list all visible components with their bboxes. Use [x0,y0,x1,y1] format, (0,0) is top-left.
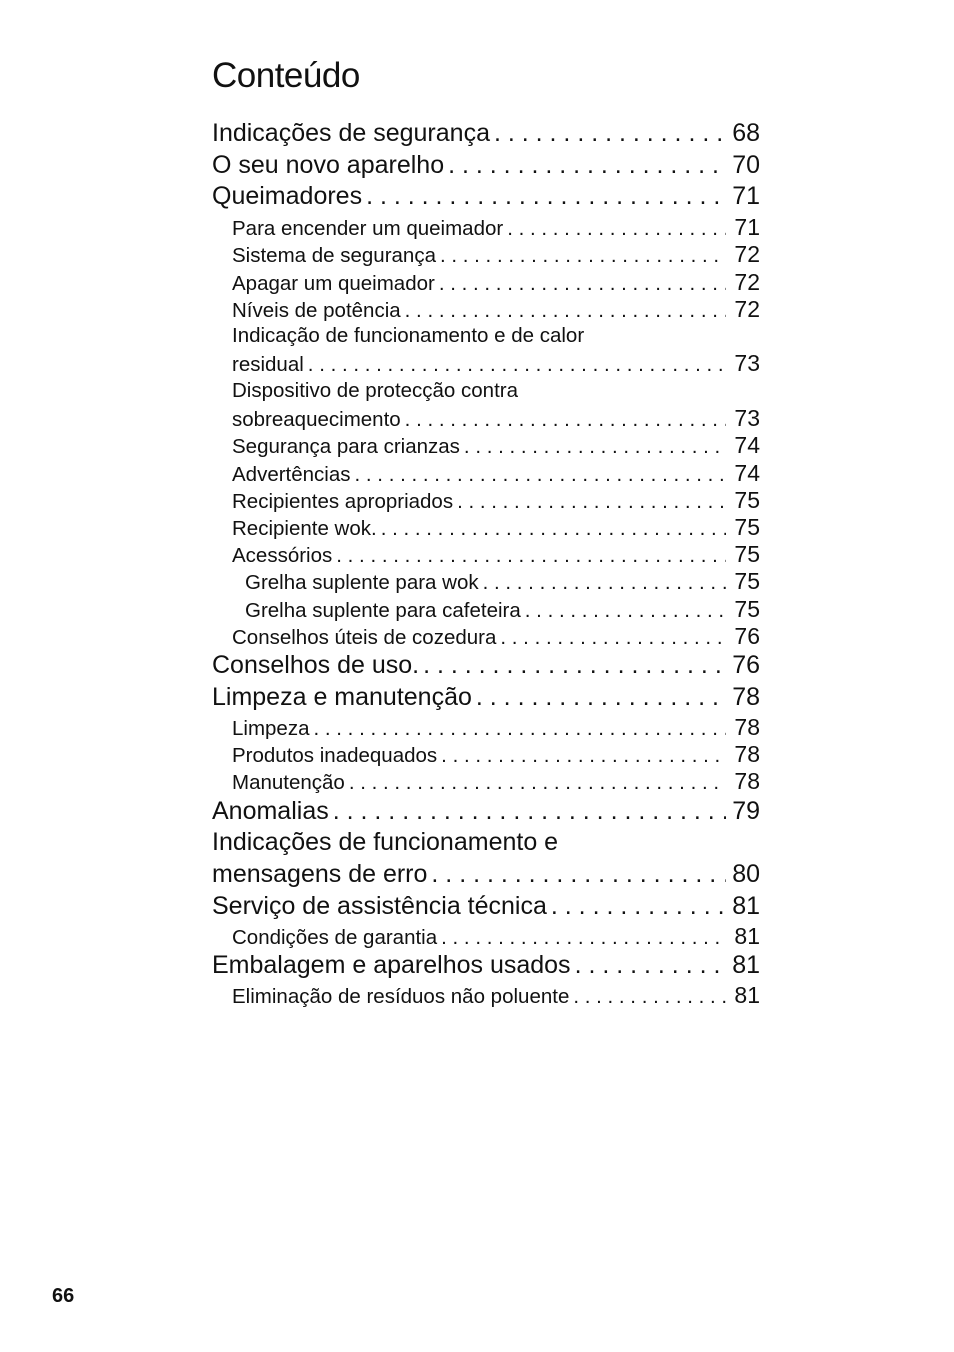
toc-entry-label: Grelha suplente para cafeteira [245,599,521,622]
toc-entry-condicoes-garantia[interactable] [232,923,760,951]
toc-entry-label: Segurança para crianzas [232,435,460,458]
toc-entry-label: Manutenção [232,771,345,794]
toc-entry-page: 78 [734,768,760,794]
toc-entry-label: Para encender um queimador [232,217,504,240]
toc-entry-label: Serviço de assistência técnica [212,892,547,920]
toc-entry-label: Conselhos úteis de cozedura [232,626,497,649]
toc-entry-label: Apagar um queimador [232,272,435,295]
toc-entry-label: Produtos inadequados [232,744,438,767]
toc-entry-page: 72 [734,241,760,267]
dot-leader [575,950,726,980]
toc-entry-produtos-inadequados[interactable] [232,741,760,769]
toc-entry-label: Queimadores [212,182,363,210]
dot-leader [366,181,726,211]
toc-entry-limpeza-manutencao[interactable] [212,682,760,712]
toc-entry-embalagem[interactable] [212,950,760,980]
toc-entry-manutencao[interactable] [232,768,760,796]
dot-leader [336,543,726,569]
toc-entry-seguranca-criancas[interactable] [232,432,760,460]
toc-entry-page: 76 [732,651,760,679]
toc-entry-label: Recipiente wok. [232,517,377,540]
dot-leader [355,462,726,488]
toc-entry-label: Grelha suplente para wok [245,571,479,594]
toc-entry-page: 73 [734,350,760,376]
dot-leader [381,516,726,542]
toc-entry-grelha-cafeteira[interactable] [245,596,760,624]
dot-leader [441,925,726,951]
toc-entry-eliminacao-residuos[interactable] [232,982,760,1010]
dot-leader [525,598,726,624]
toc-entry-page: 81 [732,951,760,979]
dot-leader [448,150,726,180]
toc-entry-label: O seu novo aparelho [212,151,445,179]
dot-leader [441,743,726,769]
dot-leader [440,243,726,269]
toc-entry-label: sobreaquecimento [232,408,401,431]
dot-leader [500,625,726,651]
toc-entry-label-first-line: Indicação de funcionamento e de calor [232,324,585,347]
toc-entry-page: 80 [732,860,760,888]
page-title: Conteúdo [212,56,360,95]
toc-entry-mensagens-erro[interactable] [212,859,760,889]
toc-entry-label: residual [232,353,304,376]
toc-entry-label: Advertências [232,463,351,486]
toc-entry-sistema-seguranca[interactable] [232,241,760,269]
toc-entry-label: Limpeza e manutenção [212,683,472,711]
toc-entry-label-first-line: Dispositivo de protecção contra [232,379,519,402]
toc-entry-page: 79 [732,797,760,825]
dot-leader [507,216,726,242]
toc-entry-page: 75 [734,596,760,622]
toc-entry-page: 75 [734,514,760,540]
toc-entry-page: 75 [734,541,760,567]
toc-entry-label: Embalagem e aparelhos usados [212,951,571,979]
dot-leader [405,298,726,324]
toc-entry-page: 74 [734,460,760,486]
toc-entry-label-first-line: Indicações de funcionamento e [212,828,559,856]
toc-entry-indicacoes-seguranca[interactable] [212,118,760,148]
toc-entry-servico-assistencia[interactable] [212,891,760,921]
dot-leader [314,716,727,742]
toc-entry-conselhos-cozedura[interactable] [232,623,760,651]
toc-entry-label: Sistema de segurança [232,244,436,267]
toc-entry-niveis-potencia[interactable] [232,296,760,324]
toc-entry-page: 71 [732,182,760,210]
toc-entry-page: 68 [732,119,760,147]
toc-entry-anomalias[interactable] [212,796,760,826]
toc-entry-label: Conselhos de uso. [212,651,420,679]
dot-leader [405,407,726,433]
toc-entry-page: 81 [734,923,760,949]
dot-leader [573,984,726,1010]
toc-entry-label: Anomalias [212,797,329,825]
toc-entry-recipiente-wok[interactable] [232,514,760,542]
toc-entry-novo-aparelho[interactable] [212,150,760,180]
toc-entry-page: 75 [734,487,760,513]
toc-entry-label: Acessórios [232,544,333,567]
dot-leader [464,434,726,460]
dot-leader [457,489,726,515]
toc-entry-page: 76 [734,623,760,649]
toc-entry-advertencias[interactable] [232,460,760,488]
toc-entry-page: 70 [732,151,760,179]
toc-entry-encender-queimador[interactable] [232,214,760,242]
toc-entry-apagar-queimador[interactable] [232,269,760,297]
toc-entry-label: Condições de garantia [232,926,438,949]
dot-leader [333,796,726,826]
dot-leader [551,891,726,921]
dot-leader [439,271,726,297]
dot-leader [349,770,726,796]
toc-entry-label: Indicações de segurança [212,119,490,147]
dot-leader [431,859,726,889]
toc-entry-page: 71 [734,214,760,240]
toc-entry-page: 78 [732,683,760,711]
page-number: 66 [52,1285,75,1307]
toc-entry-page: 78 [734,741,760,767]
toc-entry-page: 75 [734,568,760,594]
dot-leader [476,682,726,712]
toc-entry-grelha-wok[interactable] [245,568,760,596]
toc-entry-recipientes-apropriados[interactable] [232,487,760,515]
toc-entry-label: Níveis de potência [232,299,401,322]
toc-entry-page: 78 [734,714,760,740]
toc-entry-sobreaquecimento[interactable] [232,405,760,433]
toc-entry-label: mensagens de erro [212,860,428,888]
toc-entry-page: 73 [734,405,760,431]
toc-entry-queimadores[interactable] [212,181,760,211]
toc-entry-page: 72 [734,269,760,295]
toc-entry-label: Eliminação de resíduos não poluente [232,985,570,1008]
toc-entry-page: 72 [734,296,760,322]
dot-leader [494,118,726,148]
dot-leader [423,650,726,680]
toc-entry-label: Limpeza [232,717,310,740]
toc-entry-page: 81 [734,982,760,1008]
toc-entry-conselhos-uso[interactable] [212,650,760,680]
toc-entry-limpeza[interactable] [232,714,760,742]
toc-entry-acessorios[interactable] [232,541,760,569]
dot-leader [308,352,726,378]
toc-entry-page: 74 [734,432,760,458]
toc-entry-label: Recipientes apropriados [232,490,454,513]
toc-entry-indicacao-calor-residual[interactable] [232,350,760,378]
dot-leader [483,570,726,596]
toc-entry-page: 81 [732,892,760,920]
